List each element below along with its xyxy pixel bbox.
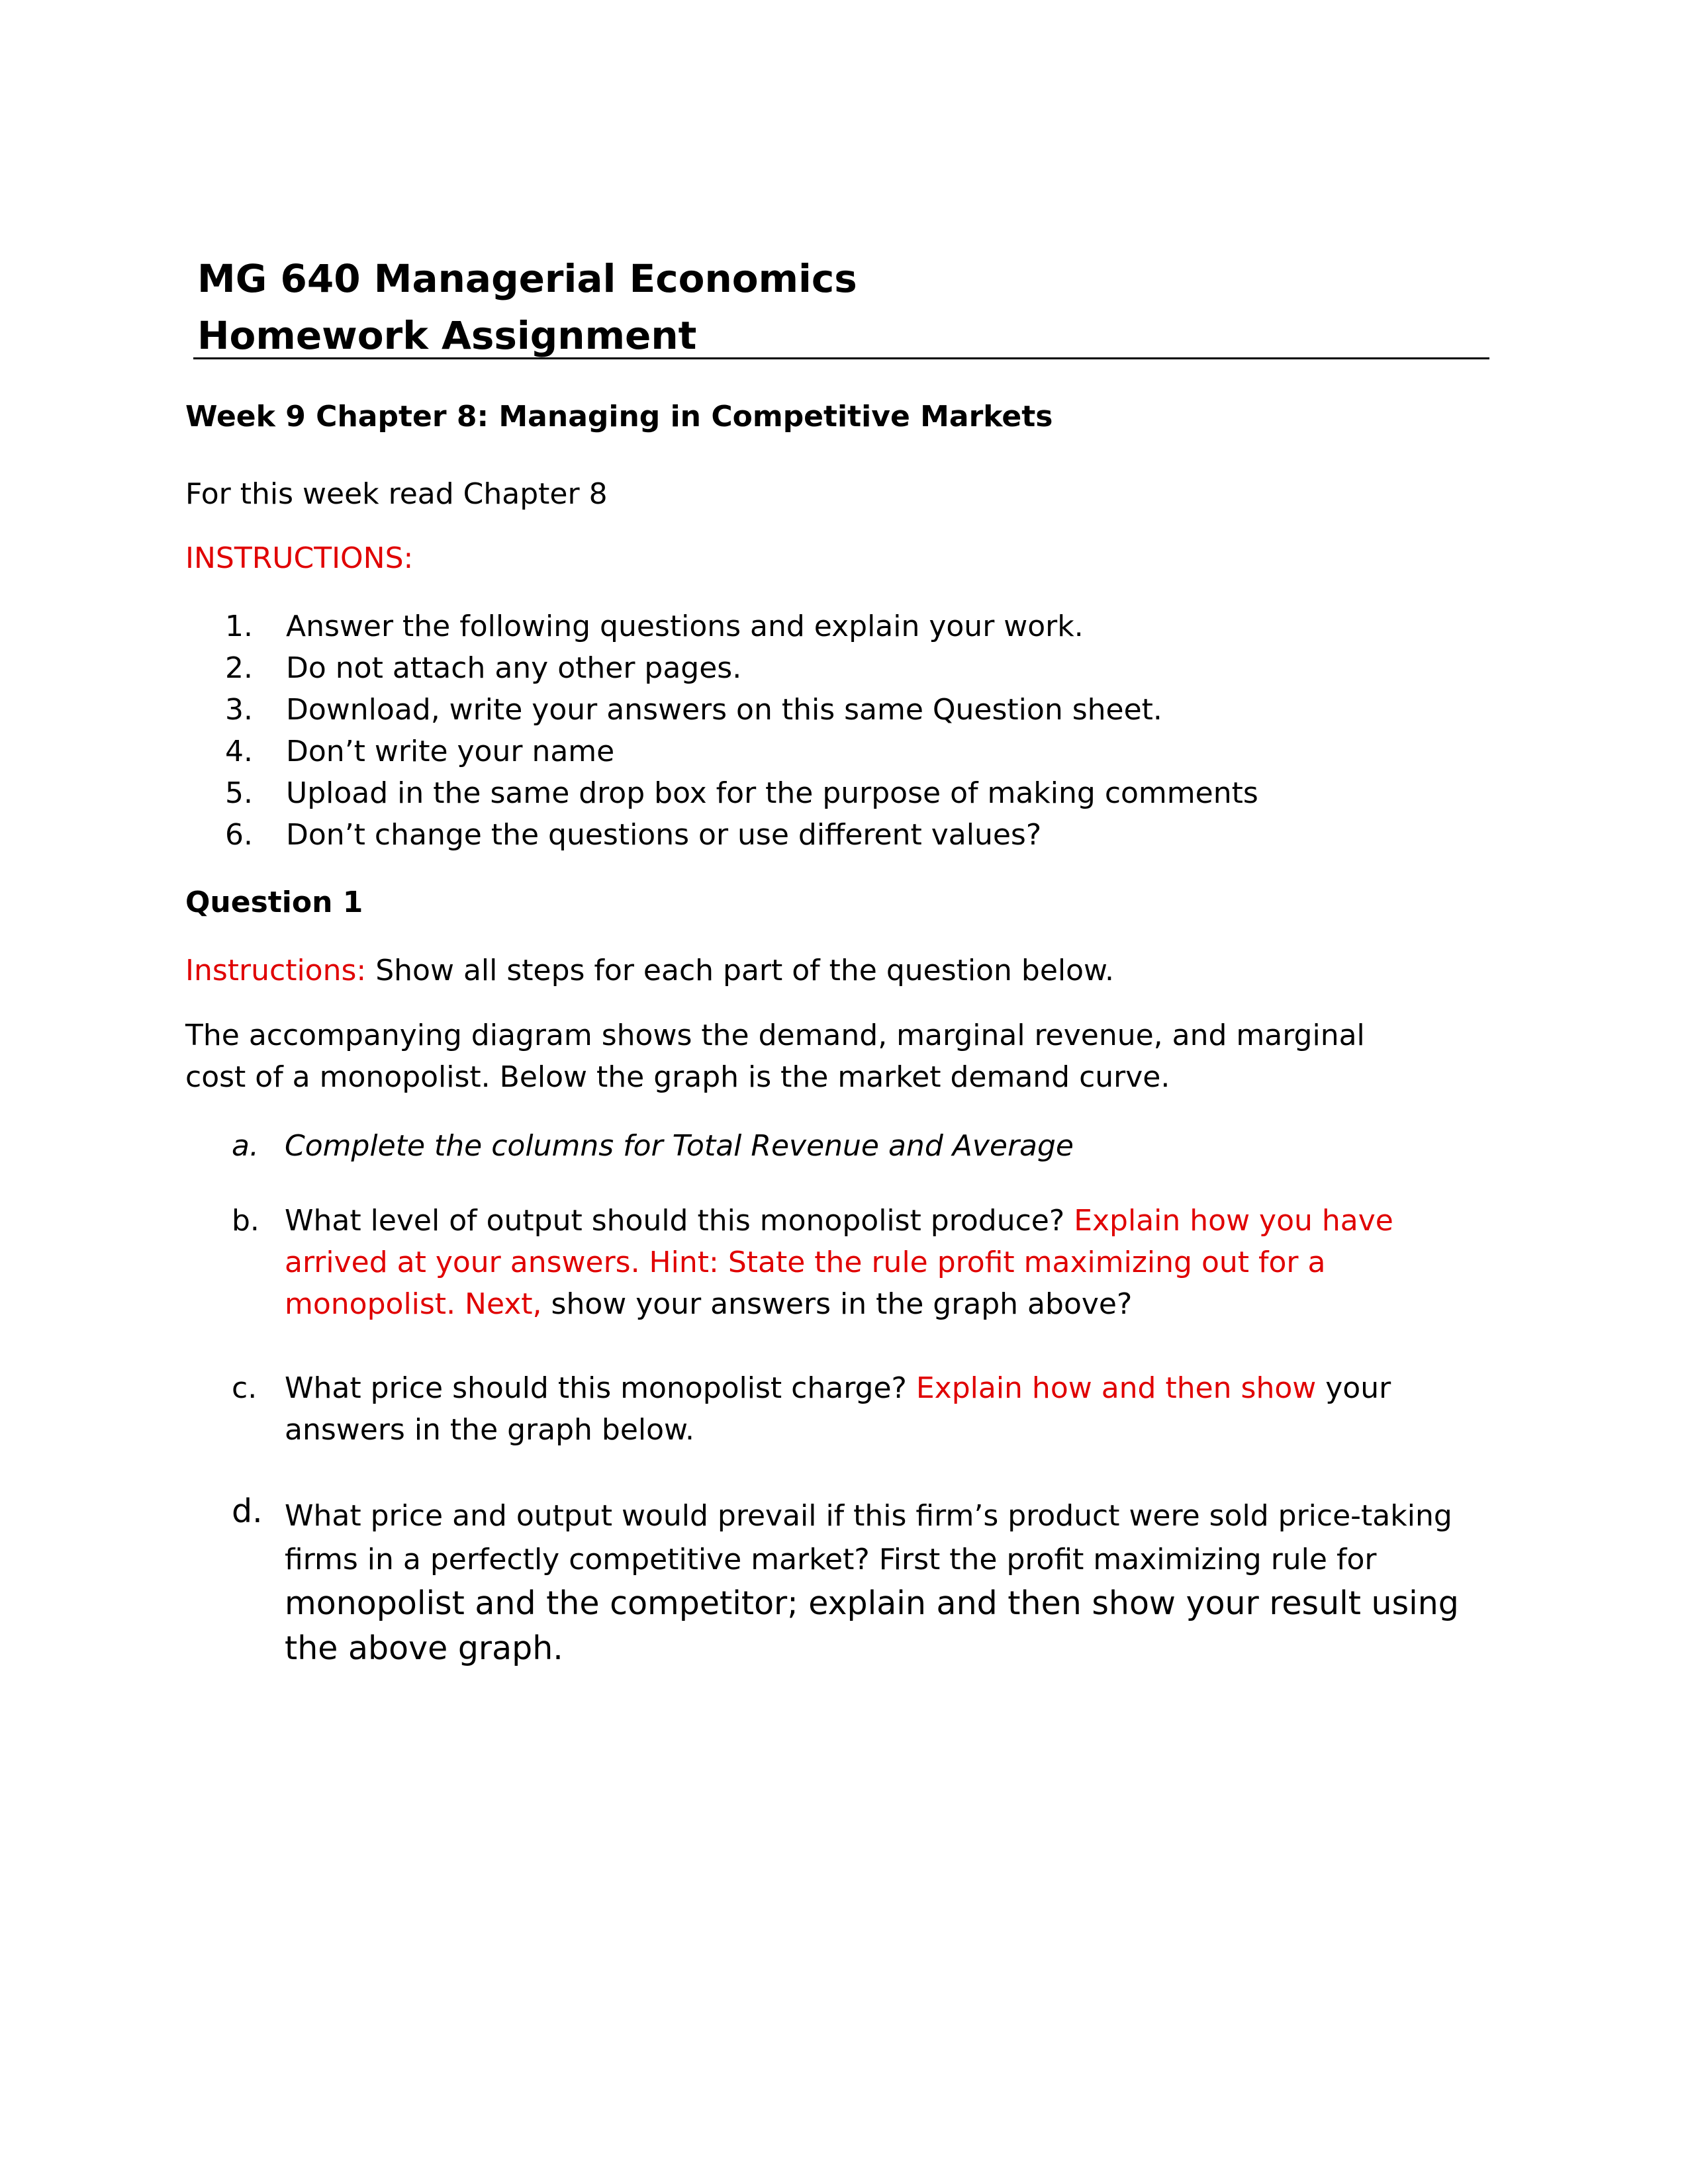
instruction-text: Download, write your answers on this same Question sheet. <box>286 693 1162 727</box>
instruction-item <box>225 772 1258 814</box>
list-marker: 4. <box>225 735 253 768</box>
question-instructions-text: Show all steps for each part of the question below. <box>366 954 1114 987</box>
part-b-followup: show your answers in the graph above? <box>541 1287 1133 1321</box>
instruction-item <box>225 606 1258 647</box>
document-title <box>197 250 857 364</box>
instruction-text: Do not attach any other pages. <box>286 651 742 685</box>
part-c-question: What price should this monopolist charge? <box>285 1371 916 1405</box>
question-1-intro: The accompanying diagram shows the demand, marginal revenue, and marginal cost of a monopolist. Below the graph is the market demand curve. <box>185 1019 1365 1094</box>
list-marker: 3. <box>225 693 253 727</box>
part-marker: d. <box>232 1492 263 1530</box>
question-instructions-label: Instructions: <box>185 954 367 987</box>
part-c-hint: Explain how and then show <box>915 1371 1317 1405</box>
part-b-text <box>285 1200 1489 1325</box>
instruction-item <box>225 731 1258 772</box>
list-marker: 5. <box>225 776 253 810</box>
instruction-text: Don’t write your name <box>286 735 615 768</box>
part-marker: b. <box>232 1204 259 1238</box>
part-c-followup: your answers in the graph below. <box>285 1371 1391 1447</box>
instruction-item <box>225 689 1258 731</box>
list-marker: 6. <box>225 818 253 852</box>
question-1-instructions <box>185 950 1114 991</box>
part-d-followup: monopolist and the competitor; explain and then show your result using the above graph. <box>285 1584 1459 1667</box>
week-heading: Week 9 Chapter 8: Managing in Competitive Markets <box>185 400 1053 433</box>
title-divider <box>193 357 1489 359</box>
instruction-item <box>225 814 1258 856</box>
part-c-text <box>285 1367 1489 1451</box>
question-part-c <box>232 1367 1489 1451</box>
part-b-question: What level of output should this monopolist produce? <box>285 1204 1074 1238</box>
question-part-d <box>232 1494 1489 1672</box>
list-marker: 2. <box>225 651 253 685</box>
instructions-list <box>225 606 1258 856</box>
instruction-item <box>225 647 1258 689</box>
question-part-b <box>232 1200 1489 1325</box>
part-d-question: What price and output would prevail if this firm’s product were sold price-taking firms in a perfectly competitive market? First the profit maximizing rule for <box>285 1499 1452 1576</box>
instructions-label: INSTRUCTIONS: <box>185 541 414 575</box>
reading-assignment: For this week read Chapter 8 <box>185 477 608 511</box>
question-1-heading: Question 1 <box>185 886 363 919</box>
part-d-text <box>285 1494 1489 1672</box>
list-marker: 1. <box>225 610 253 643</box>
assignment-title: Homework Assignment <box>197 313 697 358</box>
part-b-hint: Explain how you have arrived at your answers. Hint: State the rule profit maximizing out for a monopolist. Next, <box>285 1204 1393 1321</box>
course-title: MG 640 Managerial Economics <box>197 256 857 301</box>
instruction-text: Upload in the same drop box for the purpose of making comments <box>286 776 1258 810</box>
instruction-text: Don’t change the questions or use different values? <box>286 818 1042 852</box>
instruction-text: Answer the following questions and explain your work. <box>286 610 1084 643</box>
part-marker: c. <box>232 1371 258 1405</box>
part-marker: a. <box>232 1129 259 1163</box>
question-part-a <box>232 1125 1489 1167</box>
part-a-text: Complete the columns for Total Revenue and Average <box>285 1129 1074 1163</box>
